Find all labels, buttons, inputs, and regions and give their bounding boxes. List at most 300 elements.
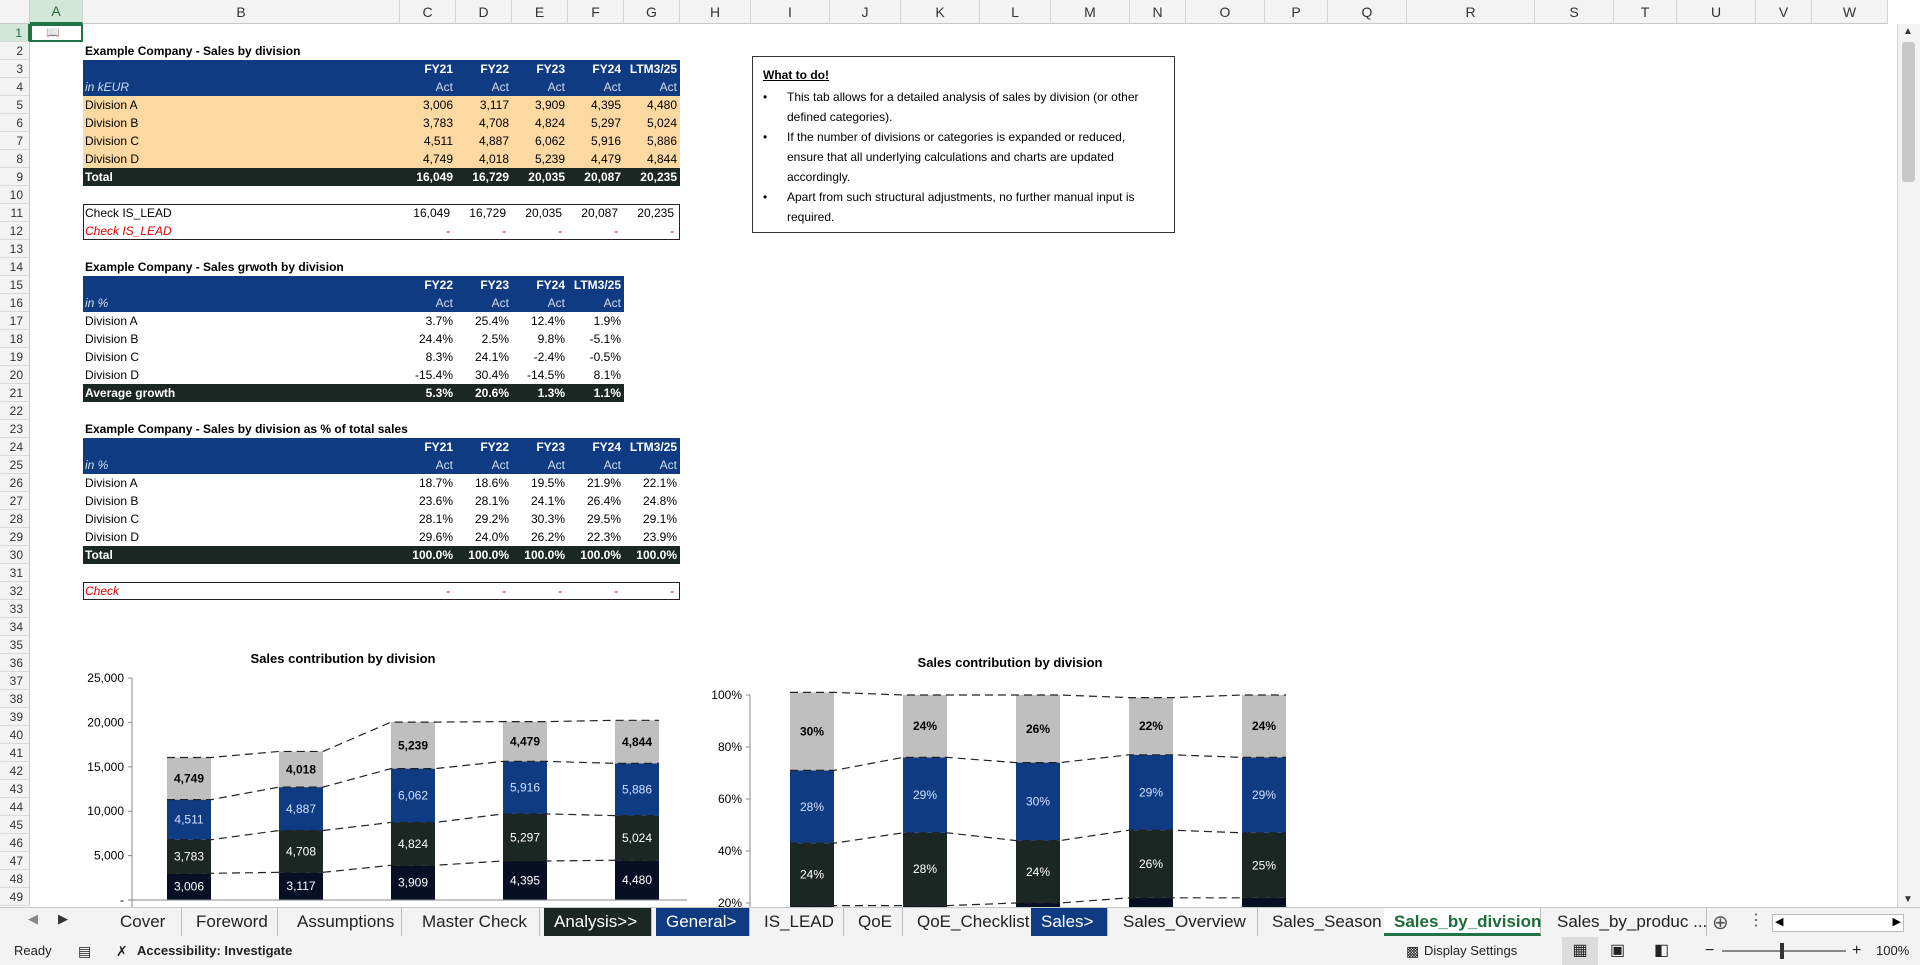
- table2-row-label: Division B: [85, 332, 139, 346]
- check2-cell: -: [446, 224, 450, 238]
- horizontal-scrollbar[interactable]: [1772, 914, 1904, 932]
- scroll-down-arrow[interactable]: ▼: [1903, 894, 1913, 905]
- y-tick-label: 20%: [717, 896, 742, 907]
- row-header-49[interactable]: 49: [0, 888, 30, 906]
- table3-cell: 29.2%: [474, 512, 509, 526]
- y-tick-label: 15,000: [87, 759, 124, 774]
- bar-data-label: 4,824: [397, 836, 429, 851]
- row-header-10[interactable]: 10: [0, 186, 30, 204]
- tab-general[interactable]: General>: [656, 908, 750, 936]
- table1-cell: 4,511: [423, 134, 453, 148]
- zoom-in-icon[interactable]: +: [1852, 942, 1862, 959]
- table1-total-cell: 16,729: [456, 168, 509, 186]
- bar-data-label: 6,062: [397, 788, 429, 803]
- y-tick-label: 5,000: [93, 848, 124, 863]
- row-header-33[interactable]: 33: [0, 600, 30, 618]
- row-header-15[interactable]: 15: [0, 276, 30, 294]
- table2-cell: 30.4%: [474, 368, 509, 382]
- tab-sales[interactable]: Sales>: [1031, 908, 1108, 936]
- zoom-level[interactable]: 100%: [1876, 943, 1910, 958]
- row-header-41[interactable]: 41: [0, 744, 30, 762]
- column-header-o[interactable]: O: [1186, 0, 1265, 24]
- column-header-n[interactable]: N: [1130, 0, 1186, 24]
- table3-cell: 28.1%: [418, 512, 453, 526]
- table3-year-1: FY22: [456, 438, 509, 456]
- table2-year-1: FY23: [456, 276, 509, 294]
- table3-unit: in %: [85, 458, 109, 472]
- row-header-40[interactable]: 40: [0, 726, 30, 744]
- table3-act-3: Act: [603, 458, 621, 472]
- table2-cell: 1.9%: [593, 314, 621, 328]
- zoom-slider-thumb[interactable]: [1780, 943, 1784, 959]
- bar-data-label: 4,844: [621, 734, 653, 749]
- zoom-slider[interactable]: [1722, 950, 1846, 952]
- table1-cell: 6,062: [534, 134, 565, 148]
- y-tick-label: 20,000: [87, 715, 124, 730]
- bar-data-label: 24%: [1025, 864, 1051, 879]
- row-header-20[interactable]: 20: [0, 366, 30, 384]
- table3-act-0: Act: [435, 458, 453, 472]
- bar-data-label: 24%: [912, 719, 938, 734]
- zoom-out-icon[interactable]: −: [1705, 942, 1715, 959]
- row-header-31[interactable]: 31: [0, 564, 30, 582]
- column-header-f[interactable]: F: [568, 0, 624, 24]
- table2-cell: -2.4%: [533, 350, 565, 364]
- bar-data-label: 4,511: [174, 812, 204, 827]
- accessibility-icon[interactable]: ✗: [116, 943, 128, 959]
- table3-act-4: Act: [659, 458, 677, 472]
- table1-cell: 3,909: [534, 98, 565, 112]
- table1-unit: in kEUR: [85, 80, 130, 94]
- row-header-44[interactable]: 44: [0, 798, 30, 816]
- vertical-scrollbar[interactable]: [1897, 24, 1920, 907]
- table3-cell: 24.0%: [474, 530, 509, 544]
- bar-data-label: 5,024: [621, 830, 653, 845]
- check2-cell: -: [670, 224, 674, 238]
- notes-item: [763, 187, 1164, 227]
- bar-data-label: 28%: [912, 862, 938, 877]
- y-tick-label: 25,000: [87, 671, 124, 685]
- table3-row-label: Division B: [85, 494, 139, 508]
- row-header-48[interactable]: 48: [0, 870, 30, 888]
- row-header-16[interactable]: 16: [0, 294, 30, 312]
- tab-assumptions[interactable]: Assumptions: [287, 908, 402, 936]
- table1-act-0: Act: [435, 80, 453, 94]
- row-header-43[interactable]: 43: [0, 780, 30, 798]
- tab-scroll-right-icon[interactable]: ▶: [58, 911, 68, 926]
- table2-unit: in %: [85, 296, 109, 310]
- table1-cell: 4,479: [590, 152, 621, 166]
- table1-cell: 5,297: [590, 116, 621, 130]
- column-header-j[interactable]: J: [830, 0, 901, 24]
- table3-cell: 22.1%: [642, 476, 677, 490]
- tab-sales-season[interactable]: Sales_Season: [1262, 908, 1395, 936]
- table1-cell: 4,887: [478, 134, 509, 148]
- table1-cell: 4,018: [478, 152, 509, 166]
- check-cell: -: [446, 584, 450, 598]
- row-header-24[interactable]: 24: [0, 438, 30, 456]
- tab-is-lead[interactable]: IS_LEAD: [754, 908, 844, 936]
- table1-cell: 5,886: [646, 134, 677, 148]
- table3-act-1: Act: [491, 458, 509, 472]
- row-header-12[interactable]: 12: [0, 222, 30, 240]
- table3-cell: 22.3%: [586, 530, 621, 544]
- table1-row-label: Division A: [85, 98, 138, 112]
- sheet-tab-bar: [0, 907, 1920, 938]
- check-cell: -: [558, 584, 562, 598]
- table2-cell: 2.5%: [481, 332, 509, 346]
- column-header-k[interactable]: K: [901, 0, 980, 24]
- column-header-s[interactable]: S: [1535, 0, 1614, 24]
- check-cell: -: [614, 584, 618, 598]
- tab-analysis[interactable]: Analysis>>: [544, 908, 652, 936]
- table2-cell: 24.4%: [418, 332, 453, 346]
- tab-cover[interactable]: Cover: [110, 908, 182, 936]
- column-header-w[interactable]: W: [1812, 0, 1888, 24]
- table1-act-4: Act: [659, 80, 677, 94]
- check-cell: -: [502, 584, 506, 598]
- bar-data-label: 25%: [1251, 858, 1277, 873]
- table1-cell: 4,844: [646, 152, 677, 166]
- page-break-view-icon[interactable]: ◧: [1654, 942, 1670, 959]
- row-header-9[interactable]: 9: [0, 168, 30, 186]
- bar-data-label: 29%: [1251, 788, 1277, 803]
- book-icon: 📖: [46, 27, 60, 39]
- notes-item-text: If the number of divisions or categories is expanded or reduced, ensure that all underlying calculations and charts are updated accordingly.: [787, 130, 1126, 184]
- table2-total-cell: 1.1%: [568, 384, 621, 402]
- row-header-2[interactable]: 2: [0, 42, 30, 60]
- bar-data-label: 4,708: [285, 844, 317, 859]
- table1-act-2: Act: [547, 80, 565, 94]
- table3-row-label: Division D: [85, 530, 140, 544]
- bar-data-label: 4,395: [509, 873, 541, 888]
- row-header-4[interactable]: 4: [0, 78, 30, 96]
- table1-cell: 4,480: [646, 98, 677, 112]
- check1-cell: 16,729: [469, 206, 506, 220]
- table2-year-0: FY22: [400, 276, 453, 294]
- table2-act-3: Act: [603, 296, 621, 310]
- table2-act-0: Act: [435, 296, 453, 310]
- table1-cell: 5,916: [590, 134, 621, 148]
- y-tick-label: 10,000: [87, 804, 124, 819]
- bar-data-label: 3,783: [173, 849, 205, 864]
- select-all-corner[interactable]: [0, 0, 30, 24]
- table2-total-cell: 20.6%: [456, 384, 509, 402]
- add-sheet-icon[interactable]: ⊕: [1712, 912, 1729, 934]
- row-header-42[interactable]: 42: [0, 762, 30, 780]
- row-header-34[interactable]: 34: [0, 618, 30, 636]
- table2-row-label: Division A: [85, 314, 138, 328]
- table3-total-cell: 100.0%: [568, 546, 621, 564]
- bar-data-label: 3,117: [286, 879, 316, 894]
- normal-view-icon[interactable]: ▦: [1562, 937, 1598, 965]
- tab-master-check[interactable]: Master Check: [412, 908, 540, 936]
- y-tick-label: 100%: [711, 688, 742, 702]
- column-header-u[interactable]: U: [1677, 0, 1756, 24]
- table3-total-cell: 100.0%: [400, 546, 453, 564]
- table3-total-label: Total: [85, 548, 113, 562]
- table1-total-cell: 20,087: [568, 168, 621, 186]
- table2-cell: 12.4%: [530, 314, 565, 328]
- table2-year-2: FY24: [512, 276, 565, 294]
- row-header-47[interactable]: 47: [0, 852, 30, 870]
- row-header-17[interactable]: 17: [0, 312, 30, 330]
- bar-data-label: 5,239: [397, 738, 429, 753]
- table2-cell: 9.8%: [537, 332, 565, 346]
- column-header-i[interactable]: I: [751, 0, 830, 24]
- table3-cell: 24.8%: [642, 494, 677, 508]
- chart-title: Sales contribution by division: [917, 655, 1103, 670]
- tab-qoe-checklist[interactable]: QoE_Checklist: [907, 908, 1047, 936]
- y-tick-label: 80%: [717, 740, 742, 754]
- check1-label: Check IS_LEAD: [85, 206, 172, 220]
- column-header-d[interactable]: D: [456, 0, 512, 24]
- table2-title: Example Company - Sales grwoth by division: [85, 260, 344, 274]
- page-layout-view-icon[interactable]: ▣: [1610, 942, 1626, 959]
- table1-total-cell: 16,049: [400, 168, 453, 186]
- table1-cell: 3,117: [479, 98, 509, 112]
- chart-absolute-sales[interactable]: [60, 640, 700, 907]
- row-header-36[interactable]: 36: [0, 654, 30, 672]
- table3-row-label: Division A: [85, 476, 138, 490]
- table1-cell: 4,395: [590, 98, 621, 112]
- table3-cell: 18.6%: [474, 476, 509, 490]
- macro-record-icon[interactable]: ▤: [78, 943, 92, 959]
- more-options-icon[interactable]: ⋮: [1748, 912, 1764, 929]
- table3-cell: 29.1%: [642, 512, 677, 526]
- table1-cell: 3,006: [422, 98, 453, 112]
- table1-act-3: Act: [603, 80, 621, 94]
- accessibility-status[interactable]: Accessibility: Investigate: [137, 943, 293, 958]
- check1-cell: 16,049: [413, 206, 450, 220]
- table3-cell: 18.7%: [418, 476, 453, 490]
- tab-scroll-left-icon[interactable]: ◀: [28, 911, 38, 926]
- y-tick-label: -: [120, 893, 124, 907]
- table3-total-cell: 100.0%: [512, 546, 565, 564]
- bar-data-label: 26%: [1025, 721, 1051, 736]
- table2-act-1: Act: [491, 296, 509, 310]
- scroll-thumb[interactable]: [1902, 42, 1915, 182]
- table2-cell: 8.3%: [425, 350, 453, 364]
- bar-data-label: 4,018: [285, 762, 317, 777]
- row-header-32[interactable]: 32: [0, 582, 30, 600]
- bar-data-label: 5,297: [509, 830, 541, 845]
- active-cell-a1[interactable]: [30, 24, 83, 42]
- tab-qoe[interactable]: QoE: [848, 908, 903, 936]
- bar-data-label: 4,480: [621, 873, 653, 888]
- bar-data-label: 22%: [1138, 719, 1164, 734]
- chart-percent-sales[interactable]: [700, 645, 1320, 907]
- bullet-icon: •: [763, 190, 768, 204]
- bar-data-label: 24%: [799, 867, 825, 882]
- row-header-3[interactable]: 3: [0, 60, 30, 78]
- column-header-h[interactable]: H: [680, 0, 751, 24]
- hscroll-left-icon[interactable]: ◀: [1775, 916, 1784, 928]
- display-settings-icon[interactable]: ▩: [1406, 943, 1420, 959]
- check1-cell: 20,035: [525, 206, 562, 220]
- table3-cell: 29.5%: [586, 512, 621, 526]
- row-header-45[interactable]: 45: [0, 816, 30, 834]
- column-header-p[interactable]: P: [1265, 0, 1328, 24]
- row-header-22[interactable]: 22: [0, 402, 30, 420]
- table1-act-1: Act: [491, 80, 509, 94]
- check2-label: Check IS_LEAD: [85, 224, 172, 238]
- table3-cell: 30.3%: [530, 512, 565, 526]
- table3-total-cell: 100.0%: [624, 546, 677, 564]
- row-header-30[interactable]: 30: [0, 546, 30, 564]
- bar-data-label: 26%: [1138, 857, 1164, 871]
- column-header-e[interactable]: E: [512, 0, 568, 24]
- bar-data-label: 30%: [799, 724, 825, 739]
- table3-cell: 19.5%: [530, 476, 565, 490]
- table1-row-label: Division C: [85, 134, 140, 148]
- table3-cell: 28.1%: [474, 494, 509, 508]
- table2-total-cell: 1.3%: [512, 384, 565, 402]
- bullet-icon: •: [763, 130, 768, 144]
- table1-cell: 5,239: [534, 152, 565, 166]
- check1-cell: 20,235: [637, 206, 674, 220]
- check2-cell: -: [614, 224, 618, 238]
- row-header-14[interactable]: 14: [0, 258, 30, 276]
- column-header-l[interactable]: L: [980, 0, 1051, 24]
- y-tick-label: 40%: [717, 844, 742, 858]
- table1-year-3: FY24: [568, 60, 621, 78]
- row-header-1[interactable]: 1: [0, 24, 30, 42]
- bar-data-label: 3,909: [397, 875, 429, 890]
- check2-cell: -: [502, 224, 506, 238]
- column-header-b[interactable]: B: [83, 0, 400, 24]
- table2-cell: 3.7%: [425, 314, 453, 328]
- column-header-g[interactable]: G: [624, 0, 680, 24]
- row-header-7[interactable]: 7: [0, 132, 30, 150]
- bar-data-label: 29%: [1138, 785, 1164, 800]
- table2-total-cell: 5.3%: [400, 384, 453, 402]
- table3-cell: 23.6%: [418, 494, 453, 508]
- tab-sales-by-produc[interactable]: Sales_by_produc ...: [1547, 908, 1707, 936]
- table2-cell: 25.4%: [474, 314, 509, 328]
- row-header-46[interactable]: 46: [0, 834, 30, 852]
- tab-sales-overview[interactable]: Sales_Overview: [1113, 908, 1258, 936]
- row-header-19[interactable]: 19: [0, 348, 30, 366]
- table2-cell: -14.5%: [526, 368, 565, 382]
- table1-total-label: Total: [85, 170, 113, 184]
- tab-sales-by-division[interactable]: Sales_by_division: [1384, 908, 1541, 936]
- table3-cell: 24.1%: [530, 494, 565, 508]
- column-header-q[interactable]: Q: [1328, 0, 1407, 24]
- table3-row-label: Division C: [85, 512, 140, 526]
- table3-cell: 23.9%: [642, 530, 677, 544]
- table1-total-cell: 20,235: [624, 168, 677, 186]
- check1-cell: 20,087: [581, 206, 618, 220]
- row-header-23[interactable]: 23: [0, 420, 30, 438]
- bar-data-label: 4,749: [173, 771, 205, 786]
- table1-year-1: FY22: [456, 60, 509, 78]
- table2-cell: 8.1%: [593, 368, 621, 382]
- bar-data-label: 24%: [1251, 719, 1277, 734]
- table3-total-cell: 100.0%: [456, 546, 509, 564]
- row-header-37[interactable]: 37: [0, 672, 30, 690]
- row-header-11[interactable]: 11: [0, 204, 30, 222]
- table3-title: Example Company - Sales by division as % of total sales: [85, 422, 408, 436]
- table1-cell: 4,824: [534, 116, 565, 130]
- row-header-5[interactable]: 5: [0, 96, 30, 114]
- table1-cell: 3,783: [422, 116, 453, 130]
- table1-cell: 5,024: [646, 116, 677, 130]
- table1-total-cell: 20,035: [512, 168, 565, 186]
- table1-row-label: Division D: [85, 152, 140, 166]
- hscroll-right-icon[interactable]: ▶: [1892, 916, 1901, 928]
- table2-year-3: LTM3/25: [568, 276, 621, 294]
- display-settings-button[interactable]: Display Settings: [1424, 943, 1518, 958]
- table2-cell: -0.5%: [589, 350, 621, 364]
- table2-cell: -15.4%: [414, 368, 453, 382]
- column-header-v[interactable]: V: [1756, 0, 1812, 24]
- row-header-26[interactable]: 26: [0, 474, 30, 492]
- row-header-27[interactable]: 27: [0, 492, 30, 510]
- bar-data-label: 5,916: [509, 780, 541, 795]
- table2-cell: -5.1%: [589, 332, 621, 346]
- check-label: Check: [85, 584, 120, 598]
- check-cell: -: [670, 584, 674, 598]
- row-header-8[interactable]: 8: [0, 150, 30, 168]
- table2-row-label: Division C: [85, 350, 140, 364]
- notes-item-text: This tab allows for a detailed analysis of sales by division (or other defined categories).: [787, 90, 1139, 124]
- bar-data-label: 28%: [799, 799, 825, 814]
- row-header-21[interactable]: 21: [0, 384, 30, 402]
- bar-segment: [1129, 898, 1173, 907]
- bar-data-label: 4,479: [509, 734, 541, 749]
- status-ready: Ready: [14, 943, 52, 958]
- tab-foreword[interactable]: Foreword: [186, 908, 278, 936]
- table1-year-4: LTM3/25: [624, 60, 677, 78]
- row-header-18[interactable]: 18: [0, 330, 30, 348]
- bar-data-label: 5,886: [621, 782, 653, 797]
- table3-year-3: FY24: [568, 438, 621, 456]
- row-header-35[interactable]: 35: [0, 636, 30, 654]
- table3-act-2: Act: [547, 458, 565, 472]
- row-header-25[interactable]: 25: [0, 456, 30, 474]
- table1-cell: 4,749: [422, 152, 453, 166]
- column-header-a[interactable]: A: [30, 0, 83, 24]
- chart-title: Sales contribution by division: [250, 651, 436, 666]
- table2-total-label: Average growth: [85, 386, 176, 400]
- notes-item: [763, 87, 1164, 127]
- row-header-38[interactable]: 38: [0, 690, 30, 708]
- column-header-c[interactable]: C: [400, 0, 456, 24]
- bar-data-label: 30%: [1025, 794, 1051, 809]
- row-header-13[interactable]: 13: [0, 240, 30, 258]
- table3-cell: 21.9%: [586, 476, 621, 490]
- scroll-up-arrow[interactable]: ▲: [1903, 26, 1913, 37]
- column-header-m[interactable]: M: [1051, 0, 1130, 24]
- notes-item-text: Apart from such structural adjustments, no further manual input is required.: [787, 190, 1135, 224]
- column-header-r[interactable]: R: [1407, 0, 1535, 24]
- row-header-6[interactable]: 6: [0, 114, 30, 132]
- check2-cell: -: [558, 224, 562, 238]
- table3-year-4: LTM3/25: [624, 438, 677, 456]
- table1-cell: 4,708: [478, 116, 509, 130]
- notes-box: [752, 56, 1175, 233]
- row-header-29[interactable]: 29: [0, 528, 30, 546]
- row-header-39[interactable]: 39: [0, 708, 30, 726]
- status-bar: [0, 937, 1920, 965]
- row-header-28[interactable]: 28: [0, 510, 30, 528]
- table1-year-0: FY21: [400, 60, 453, 78]
- table1-title: Example Company - Sales by division: [85, 44, 301, 58]
- table3-year-0: FY21: [400, 438, 453, 456]
- column-header-t[interactable]: T: [1614, 0, 1677, 24]
- table2-act-2: Act: [547, 296, 565, 310]
